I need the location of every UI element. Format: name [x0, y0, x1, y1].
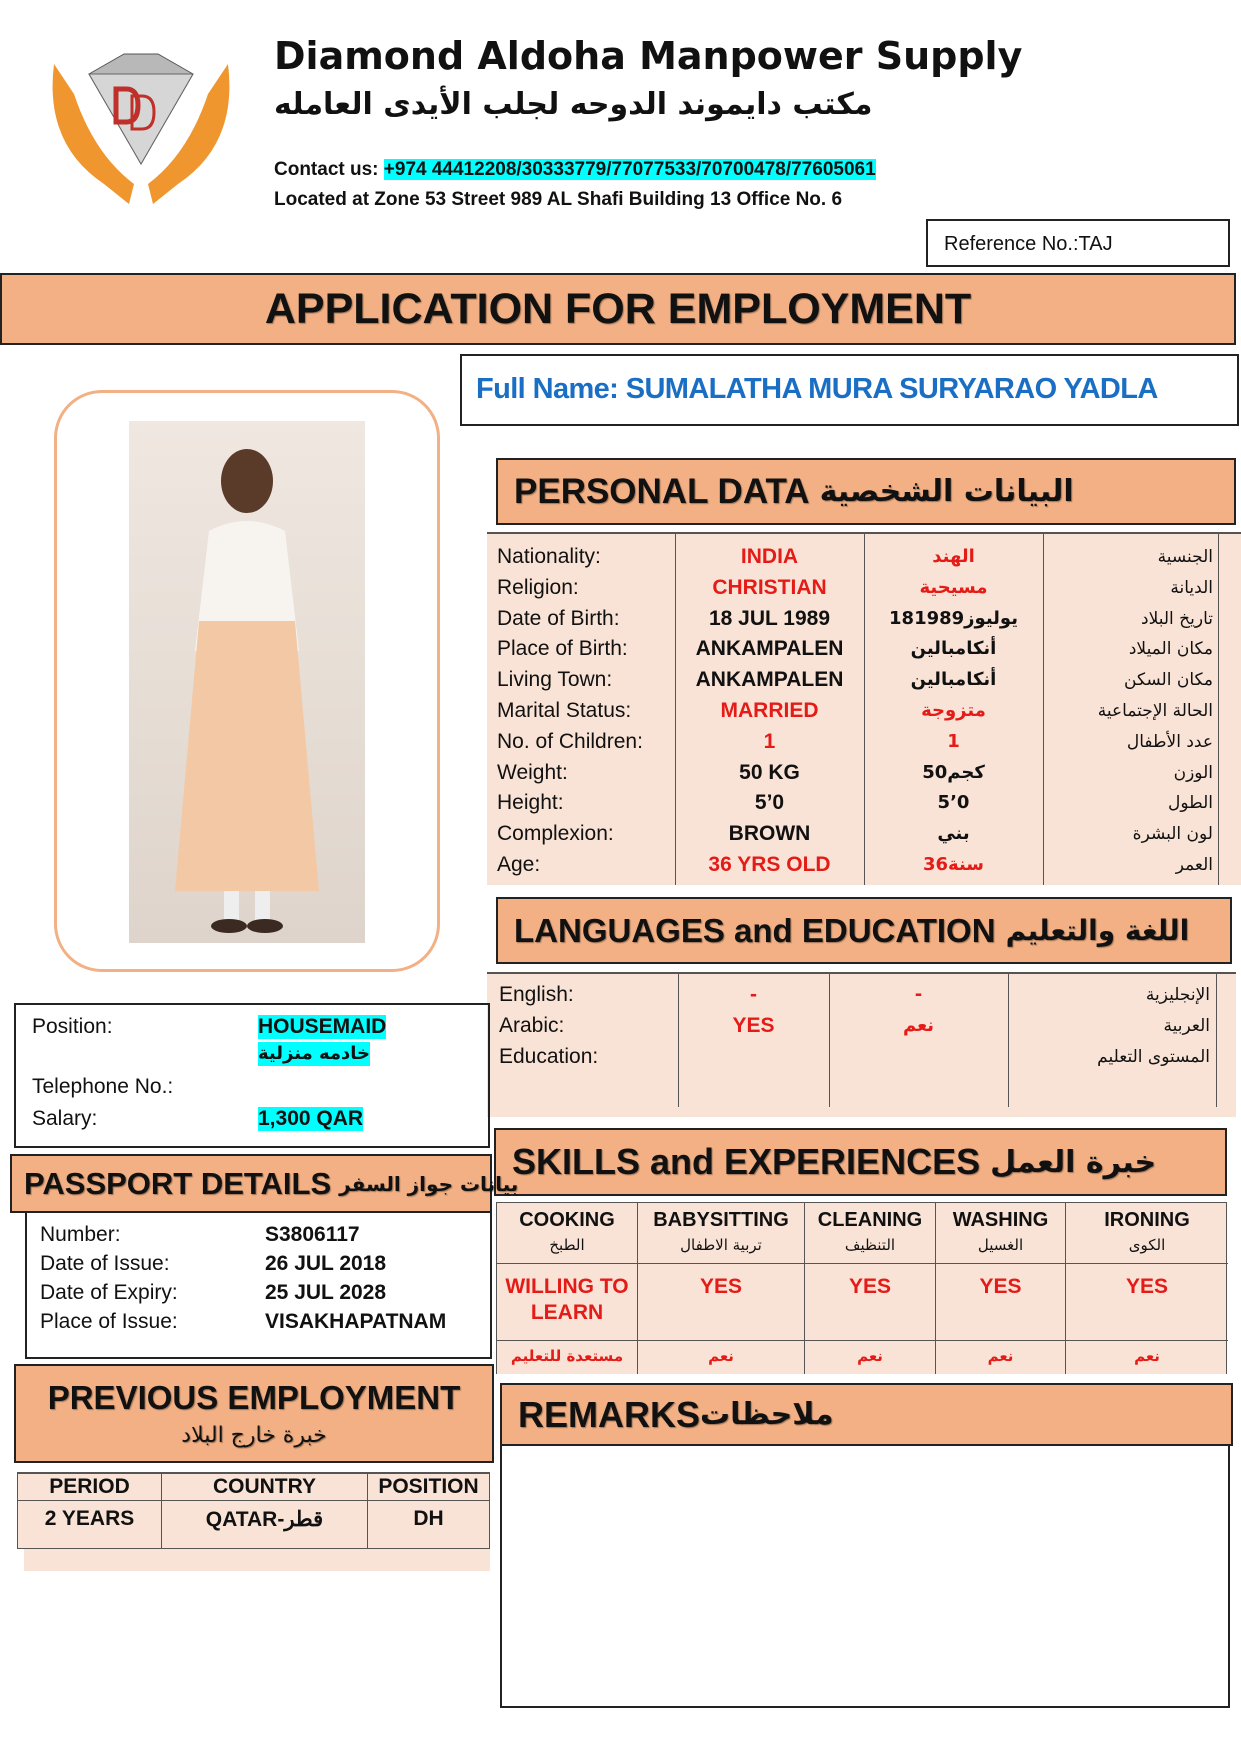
passport-label: Date of Issue:	[40, 1252, 170, 1275]
passport-label: Date of Expiry:	[40, 1281, 178, 1304]
job-info-box	[14, 1003, 490, 1148]
field-value-arabic: أنكامبالين	[910, 638, 997, 660]
personal-data-row	[487, 696, 1241, 726]
languages-header	[496, 897, 1232, 964]
skill-column	[1066, 1203, 1228, 1374]
skill-name-cell	[1066, 1203, 1228, 1264]
personal-data-row	[487, 727, 1241, 757]
skill-value-arabic: مستعدة للتعليم	[510, 1347, 624, 1365]
field-value-arabic: مسيحية	[919, 576, 988, 598]
previous-employment-title-arabic: خبرة خارج البلاد	[181, 1423, 327, 1448]
position-value-arabic: خادمه منزلية	[258, 1043, 371, 1064]
field-value-arabic: 36سنة	[922, 854, 985, 875]
company-logo	[34, 34, 248, 214]
skill-name: COOKING	[519, 1209, 615, 1231]
skill-name-arabic: الكوى	[1128, 1236, 1166, 1254]
table-cell: 2 YEARS	[18, 1501, 162, 1548]
column-header: COUNTRY	[162, 1474, 368, 1501]
field-label-arabic: لون البشرة	[1132, 824, 1213, 845]
field-value-arabic: أنكامبالين	[910, 669, 997, 691]
passport-box	[25, 1213, 492, 1359]
skill-value: WILLING TO LEARN	[497, 1264, 637, 1341]
skill-name-cell	[805, 1203, 935, 1264]
skill-value-arabic: نعم	[987, 1347, 1014, 1365]
field-label: No. of Children:	[497, 729, 643, 753]
field-label: Nationality:	[497, 545, 601, 568]
skills-title-arabic: خبرة العمل	[990, 1144, 1157, 1180]
field-label-arabic: تاريخ البلاد	[1141, 608, 1213, 629]
languages-table	[487, 972, 1236, 1117]
skills-table	[496, 1202, 1227, 1374]
skill-name-cell	[638, 1203, 804, 1264]
previous-employment-header	[14, 1364, 494, 1463]
field-label-arabic: العمر	[1175, 855, 1213, 875]
applicant-photo	[129, 421, 365, 943]
passport-value: S3806117	[265, 1223, 360, 1246]
field-label-arabic: الحالة الإجتماعية	[1097, 701, 1213, 721]
personal-data-row	[487, 573, 1241, 603]
field-value-arabic: 1	[947, 730, 960, 752]
field-value: 18 JUL 1989	[708, 606, 831, 630]
field-value-arabic: متزوجة	[921, 700, 986, 721]
field-label: Weight:	[497, 760, 568, 784]
language-label-arabic: الإنجليزية	[1145, 985, 1210, 1005]
skills-header	[494, 1128, 1227, 1196]
field-label: Marital Status:	[497, 699, 632, 722]
skill-value-arabic: نعم	[857, 1347, 883, 1365]
skill-value: YES	[638, 1264, 804, 1341]
reference-number: Reference No.:TAJ	[944, 233, 1113, 255]
personal-data-title-arabic: البيانات الشخصية	[819, 474, 1074, 509]
reference-box	[926, 219, 1230, 267]
skill-value: YES	[1066, 1264, 1228, 1341]
field-label-arabic: مكان الميلاد	[1128, 639, 1213, 660]
field-value: MARRIED	[720, 699, 819, 722]
field-label: Complexion:	[497, 822, 614, 846]
personal-data-row	[487, 819, 1241, 849]
field-value: 5’0	[754, 791, 785, 815]
language-value: YES	[732, 1014, 775, 1037]
personal-data-row	[487, 542, 1241, 572]
skill-name-arabic: تربية الاطفال	[680, 1236, 762, 1254]
passport-label: Place of Issue:	[40, 1310, 178, 1333]
skills-title: SKILLS and EXPERIENCES	[512, 1141, 981, 1182]
field-label-arabic: عدد الأطفال	[1126, 731, 1213, 752]
passport-value: 25 JUL 2028	[265, 1281, 387, 1304]
personal-data-row	[487, 604, 1241, 634]
previous-employment-title: PREVIOUS EMPLOYMENT	[47, 1379, 461, 1416]
language-row	[487, 1042, 1236, 1072]
remarks-title: REMARKS	[518, 1393, 701, 1435]
language-label-arabic: المستوى التعليم	[1097, 1047, 1210, 1067]
skill-name: CLEANING	[817, 1209, 923, 1231]
table-cell: QATAR-قطر	[162, 1501, 368, 1548]
skill-value-arabic: نعم	[708, 1347, 734, 1365]
field-label: Date of Birth:	[497, 606, 620, 630]
field-label: Age:	[497, 853, 541, 876]
personal-data-row	[487, 665, 1241, 695]
salary-value: 1,300 QAR	[258, 1107, 364, 1130]
skill-column	[638, 1203, 805, 1374]
position-label: Position:	[32, 1015, 113, 1038]
company-name: Diamond Aldoha Manpower Supply	[274, 34, 1023, 78]
remarks-title-arabic: ملاحظات	[700, 1397, 834, 1432]
field-label: Place of Birth:	[497, 637, 628, 661]
field-label-arabic: الوزن	[1173, 762, 1213, 783]
language-value-arabic: -	[914, 984, 923, 1005]
address: Located at Zone 53 Street 989 AL Shafi Building 13 Office No. 6	[274, 189, 843, 210]
personal-data-row	[487, 758, 1241, 788]
field-label-arabic: الطول	[1168, 793, 1213, 814]
language-label-arabic: العربية	[1163, 1016, 1210, 1036]
personal-data-row	[487, 634, 1241, 664]
field-value-arabic: 5’0	[937, 792, 970, 814]
company-name-arabic: مكتب دايموند الدوحه لجلب الأيدى العامله	[274, 87, 873, 122]
table-cell: DH	[368, 1501, 489, 1548]
field-value-arabic: 18يوليوز1989	[889, 607, 1018, 629]
personal-data-header	[496, 458, 1236, 525]
passport-value: 26 JUL 2018	[265, 1252, 387, 1275]
page-title: APPLICATION FOR EMPLOYMENT	[264, 284, 972, 333]
field-value: CHRISTIAN	[712, 575, 827, 599]
telephone-label: Telephone No.:	[32, 1075, 174, 1098]
languages-title-arabic: اللغة والتعليم	[1005, 914, 1190, 947]
skill-column	[805, 1203, 936, 1374]
skill-value: YES	[936, 1264, 1065, 1341]
field-value: BROWN	[728, 822, 811, 846]
personal-data-title: PERSONAL DATA	[514, 471, 810, 511]
field-value: 36 YRS OLD	[708, 853, 831, 876]
skill-name: WASHING	[952, 1209, 1049, 1231]
field-value: 1	[763, 729, 776, 753]
column-header: PERIOD	[18, 1474, 162, 1501]
skill-name-arabic: التنظيف	[844, 1236, 896, 1254]
skill-name-arabic: الغسيل	[977, 1236, 1024, 1254]
position-value: HOUSEMAID	[258, 1015, 387, 1038]
language-label: Arabic:	[499, 1014, 565, 1037]
skill-name-cell	[497, 1203, 637, 1264]
language-value-arabic: نعم	[902, 1015, 935, 1036]
contact-label: Contact us:	[274, 159, 379, 180]
full-name-box	[460, 354, 1239, 426]
language-row	[487, 980, 1236, 1010]
field-label: Height:	[497, 791, 564, 815]
field-value: ANKAMPALEN	[695, 637, 844, 661]
contact-numbers: +974 44412208/30333779/77077533/70700478/77605061	[383, 159, 876, 180]
contact-line	[274, 159, 876, 181]
passport-title: PASSPORT DETAILS	[24, 1165, 332, 1201]
remarks-box[interactable]	[500, 1446, 1230, 1708]
personal-data-row	[487, 850, 1241, 880]
language-value: -	[750, 983, 757, 1006]
skill-name: IRONING	[1104, 1209, 1190, 1231]
field-value-arabic: بني	[937, 823, 970, 845]
salary-label: Salary:	[32, 1107, 98, 1130]
skill-column	[936, 1203, 1066, 1374]
passport-header	[10, 1154, 519, 1213]
remarks-header	[500, 1383, 1233, 1446]
passport-title-arabic: بيانات جواز السفر	[339, 1171, 519, 1196]
column-header: POSITION	[368, 1474, 489, 1501]
field-label: Living Town:	[497, 668, 613, 692]
field-value-arabic: الهند	[932, 546, 975, 567]
skill-value: YES	[805, 1264, 935, 1341]
field-value-arabic: 50كجم	[922, 761, 985, 783]
application-title-banner	[0, 273, 1236, 345]
skill-name-cell	[936, 1203, 1065, 1264]
previous-employment-table	[17, 1472, 490, 1549]
field-value: 50 KG	[739, 760, 800, 784]
field-label-arabic: الجنسية	[1157, 547, 1213, 567]
skill-name: BABYSITTING	[653, 1209, 789, 1231]
passport-value: VISAKHAPATNAM	[265, 1310, 447, 1333]
full-name: Full Name: SUMALATHA MURA SURYARAO YADLA	[476, 373, 1158, 405]
field-label-arabic: مكان السكن	[1124, 670, 1213, 691]
languages-title: LANGUAGES and EDUCATION	[514, 911, 996, 949]
personal-data-row	[487, 788, 1241, 818]
skill-name-arabic: الطبخ	[549, 1236, 585, 1254]
language-label: English:	[499, 983, 574, 1006]
field-value: INDIA	[740, 545, 799, 568]
skill-column	[497, 1203, 638, 1374]
field-label-arabic: الديانة	[1170, 577, 1213, 598]
language-row	[487, 1011, 1236, 1041]
language-label: Education:	[499, 1045, 599, 1068]
passport-label: Number:	[40, 1223, 121, 1246]
field-value: ANKAMPALEN	[695, 668, 844, 692]
field-label: Religion:	[497, 575, 579, 599]
skill-value-arabic: نعم	[1134, 1347, 1160, 1365]
personal-data-table	[487, 532, 1241, 885]
